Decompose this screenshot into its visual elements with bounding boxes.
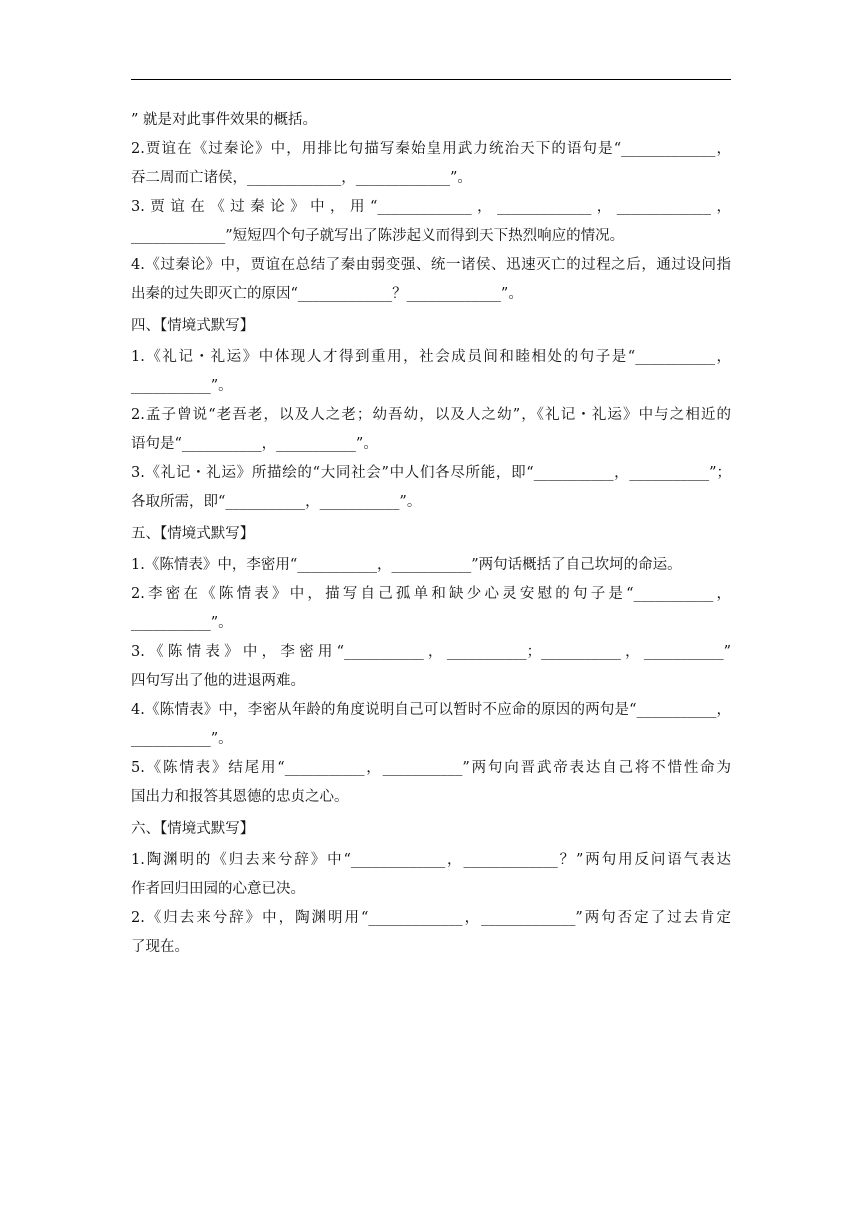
question-3-line-2: _____________”短短四个句子就写出了陈涉起义而得到天下热烈响应的情况。 <box>131 228 625 244</box>
question-2-line-2: 吞二周而亡诸侯，_____________，_____________”。 <box>131 170 472 186</box>
s6-question-2-line-2: 了现在。 <box>131 939 189 955</box>
header-rule <box>131 79 731 80</box>
s6-question-1-line-2: 作者回归田园的心意已决。 <box>131 881 305 897</box>
s4-question-1-line-2: ___________”。 <box>131 378 233 394</box>
s5-question-4-line-2: ___________”。 <box>131 731 233 747</box>
document-body <box>131 106 731 962</box>
section-heading-6: 六、【情境式默写】 <box>131 821 255 837</box>
s4-question-2-line-2: 语句是“___________，___________”。 <box>131 436 378 452</box>
question-2-line-1: 2.贾谊在《过秦论》中，用排比句描写秦始皇用武力统治天下的语句是“_____________， <box>131 141 731 157</box>
section-heading-4: 四、【情境式默写】 <box>131 318 255 334</box>
s6-question-2-line-1: 2.《归去来兮辞》中，陶渊明用“_____________，_____________”两句否定了过去肯定 <box>131 910 731 926</box>
s4-question-1-line-1: 1.《礼记・礼运》中体现人才得到重用，社会成员间和睦相处的句子是“___________， <box>131 349 731 365</box>
question-4-line-2: 出秦的过失即灭亡的原因“_____________？_____________”。 <box>131 286 523 302</box>
s5-question-2-line-2: ___________”。 <box>131 615 233 631</box>
section-heading-5: 五、【情境式默写】 <box>131 526 255 542</box>
question-3-line-1: 3.贾谊在《过秦论》中，用“_____________，_____________，_____________， <box>131 199 731 215</box>
s4-question-3-line-2: 各取所需，即“___________，___________”。 <box>131 494 422 510</box>
text-line: ” 就是对此事件效果的概括。 <box>131 112 318 128</box>
question-4-line-1: 4.《过秦论》中，贾谊在总结了秦由弱变强、统一诸侯、迅速灭亡的过程之后，通过设问指 <box>131 257 731 273</box>
s5-question-1: 1.《陈情表》中，李密用“___________，___________”两句话概括了自己坎坷的命运。 <box>131 557 682 573</box>
s5-question-3-line-1: 3.《陈情表》中，李密用“___________，___________；___________，___________” <box>131 644 731 660</box>
s5-question-2-line-1: 2.李密在《陈情表》中，描写自己孤单和缺少心灵安慰的句子是“___________， <box>131 586 731 602</box>
s4-question-3-line-1: 3.《礼记・礼运》所描绘的“大同社会”中人们各尽所能，即“___________，___________”； <box>131 465 731 481</box>
s4-question-2-line-1: 2.孟子曾说“老吾老，以及人之老；幼吾幼，以及人之幼”，《礼记・礼运》中与之相近的 <box>131 407 731 423</box>
s5-question-3-line-2: 四句写出了他的进退两难。 <box>131 673 305 689</box>
s5-question-5-line-2: 国出力和报答其恩德的忠贞之心。 <box>131 789 349 805</box>
s5-question-5-line-1: 5.《陈情表》结尾用“___________，___________”两句向晋武帝表达自己将不惜性命为 <box>131 760 731 776</box>
s6-question-1-line-1: 1.陶渊明的《归去来兮辞》中“_____________，_____________？”两句用反问语气表达 <box>131 852 731 868</box>
s5-question-4-line-1: 4.《陈情表》中，李密从年龄的角度说明自己可以暂时不应命的原因的两句是“___________， <box>131 702 731 718</box>
